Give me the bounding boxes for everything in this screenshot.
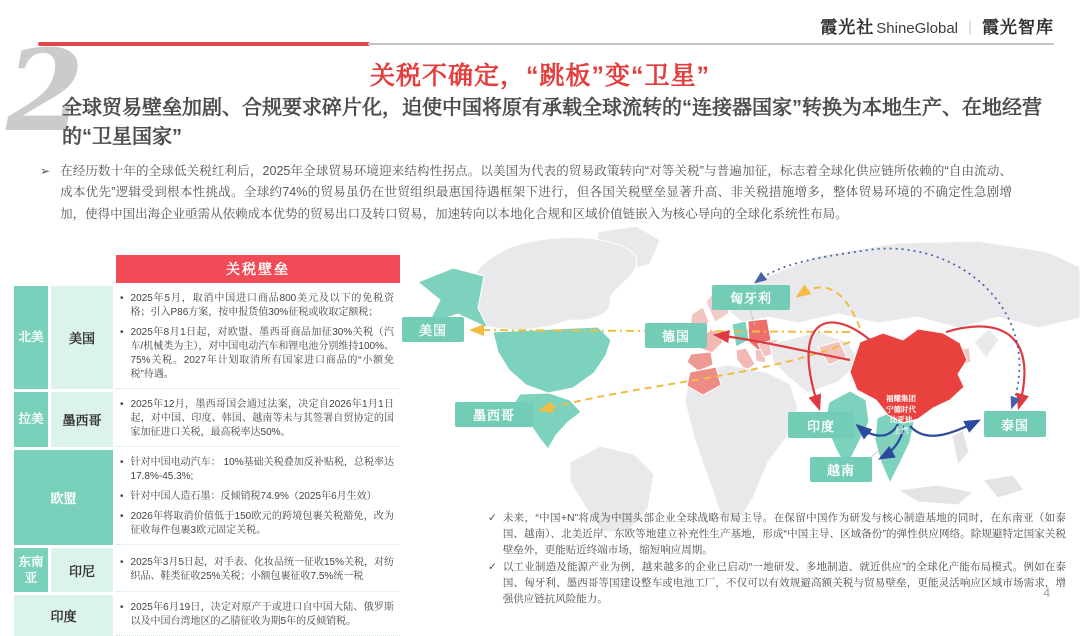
bullet-dot-icon: • bbox=[120, 293, 124, 304]
tariff-details-cell bbox=[116, 595, 400, 636]
map-region-germany bbox=[732, 321, 749, 347]
tariff-item-text: 2026年将取消价值低于150欧元的跨境包裹关税豁免，改为征收每件包裹3欧元固定关税。 bbox=[130, 511, 394, 536]
bullet-dot-icon: • bbox=[120, 602, 124, 613]
tariff-item bbox=[120, 398, 394, 440]
intro-text: 在经历数十年的全球低关税红利后，2025年全球贸易环境迎来结构性拐点。以美国为代表的贸易政策转向“对等关税”与普遍加征，标志着全球化供应链所依赖的“自由流动、成本优先”逻辑受到根本性挑战。全球约74%的贸易虽仍在世贸组织最惠国待遇框架下进行，但各国关税壁垒显著升高、非关税措施增多，整体贸易环境的不确定性急剧增加，使得中国出海企业亟需从依赖成本优势的贸易出口及转口贸易，加速转向以本地化合规和区域价值链嵌入为核心导向的全球化系统性布局。 bbox=[60, 164, 1012, 221]
region-cell: 拉美 bbox=[14, 392, 48, 447]
tariff-table bbox=[14, 255, 400, 636]
bullet-dot-icon: • bbox=[120, 491, 124, 502]
tariff-item-text: 2025年8月1日起，对欧盟、墨西哥商品加征30%关税（汽车/机械类为主），对中国电动汽车和锂电池分别维持100%、75%关税。2027年计划取消所有国家进口商品的“小额免税”待遇。 bbox=[130, 327, 394, 380]
brand-think-tank: 霞光智库 bbox=[982, 18, 1054, 37]
header-rule bbox=[38, 42, 1054, 46]
arrow-bullet-icon: ➢ bbox=[40, 164, 51, 178]
tariff-details-cell bbox=[116, 286, 400, 389]
bullet-dot-icon: • bbox=[120, 327, 124, 338]
country-cell: 印尼 bbox=[51, 548, 113, 592]
tariff-details-cell bbox=[116, 450, 400, 545]
tariff-item-text: 2025年5月，取消中国进口商品800美元及以下的免税资格；引入P86方案，按申报货值30%征税或收取定额税； bbox=[130, 293, 394, 318]
map-label-mexico: 墨西哥 bbox=[455, 402, 533, 427]
tariff-item-text: 2025年12月，墨西哥国会通过法案，决定自2026年1月1日起，对中国、印度、韩国、越南等未与其签署自贸协定的国家加征进口关税，最高税率达50%。 bbox=[130, 399, 394, 438]
company-label: 福耀集团 bbox=[886, 394, 916, 403]
country-cell: 墨西哥 bbox=[51, 392, 113, 447]
map-region-indonesia-east bbox=[983, 475, 1024, 498]
region-span-cell: 印度 bbox=[14, 595, 113, 636]
note-text: 以工业制造及能源产业为例，越来越多的企业已启动“一地研发、多地制造、就近供应”的全球化产能布局模式。例如在泰国、匈牙利、墨西哥等国建设整车或电池工厂，不仅可以有效规避高额关税与贸易壁垒，更能灵活响应区域市场需求，增强供应链抗风险能力。 bbox=[502, 561, 1066, 605]
table-row bbox=[14, 450, 400, 545]
map-region-philippines bbox=[952, 430, 969, 465]
page-number: 4 bbox=[1043, 586, 1050, 600]
brand-name-en: ShineGlobal bbox=[876, 20, 958, 37]
tariff-item-text: 2025年6月19日，决定对原产于或进口自中国大陆、俄罗斯以及中国台湾地区的乙腈征收为期5年的反倾销税。 bbox=[130, 602, 394, 627]
company-label: 宁德时代 bbox=[886, 404, 916, 414]
tariff-item-text: 2025年3月5日起，对手表、化妆品统一征收15%关税，对纺织品、鞋类征收25%关税；小额包裹征收7.5%统一税 bbox=[130, 556, 394, 582]
header-rule-red bbox=[38, 42, 370, 46]
tariff-details-cell bbox=[116, 548, 400, 592]
insight-notes bbox=[488, 511, 1066, 608]
map-region-canada bbox=[465, 238, 636, 330]
section-number: 2 bbox=[6, 26, 84, 157]
company-label: 比亚迪 bbox=[889, 415, 913, 424]
note-item bbox=[488, 511, 1066, 558]
map-label-usa: 美国 bbox=[402, 317, 464, 342]
table-row bbox=[14, 286, 400, 389]
note-item bbox=[488, 560, 1066, 607]
brand-logo bbox=[820, 13, 1054, 38]
country-cell: 美国 bbox=[51, 286, 113, 389]
brand-name-cn: 霞光社 bbox=[820, 18, 875, 37]
tariff-item bbox=[120, 556, 394, 584]
bullet-dot-icon: • bbox=[120, 511, 124, 522]
page-subtitle: 全球贸易壁垒加剧、合规要求碎片化，迫使中国将原有承载全球流转的“连接器国家”转换为本地生产、在地经营的“卫星国家” bbox=[62, 97, 1042, 148]
tariff-item bbox=[120, 292, 394, 320]
tariff-item bbox=[120, 490, 394, 504]
tariff-details-cell bbox=[116, 392, 400, 447]
map-region-usa bbox=[493, 327, 611, 393]
tariff-item-text: 针对中国人造石墨：反倾销税74.9%（2025年6月生效） bbox=[130, 491, 377, 502]
table-row bbox=[14, 392, 400, 447]
tariff-item bbox=[120, 456, 394, 484]
table-row bbox=[14, 595, 400, 636]
region-span-cell: 欧盟 bbox=[14, 450, 113, 545]
region-cell: 东南亚 bbox=[14, 548, 48, 592]
tariff-item-text: 针对中国电动汽车： 10%基础关税叠加反补贴税，总税率达17.8%-45.3%; bbox=[130, 457, 394, 482]
world-map-svg bbox=[398, 222, 1080, 532]
world-map bbox=[398, 222, 1080, 532]
map-label-germany: 德国 bbox=[645, 323, 707, 348]
brand-divider: ｜ bbox=[963, 20, 977, 36]
map-region-indonesia bbox=[898, 485, 973, 505]
region-cell: 北美 bbox=[14, 286, 48, 389]
bullet-dot-icon: • bbox=[120, 556, 124, 568]
tariff-item bbox=[120, 601, 394, 629]
tariff-table-header: 关税壁垒 bbox=[116, 255, 400, 283]
map-label-india: 印度 bbox=[788, 412, 854, 438]
note-text: 未来，“中国+N”将成为中国头部企业全球战略布局主导。在保留中国作为研发与核心制造基地的同时，在东南亚（如泰国、越南）、北美近岸、东欧等地建立补充性生产基地，形成“中国主导、区域备份”的弹性供应网络。除规避特定国家关税壁垒外，更能贴近终端市场，缩短响应周期。 bbox=[502, 512, 1066, 556]
map-label-hungary: 匈牙利 bbox=[712, 285, 790, 310]
map-label-thailand: 泰国 bbox=[984, 411, 1046, 437]
header-rule-gray bbox=[368, 43, 1054, 45]
bullet-dot-icon: • bbox=[120, 457, 124, 468]
tariff-item bbox=[120, 510, 394, 538]
intro-paragraph bbox=[40, 161, 1012, 225]
page-title: 关税不确定，“跳板”变“卫星” bbox=[369, 62, 710, 90]
map-region-japan bbox=[974, 329, 999, 358]
map-label-vietnam: 越南 bbox=[810, 457, 872, 482]
china-company-labels bbox=[862, 394, 940, 436]
company-label: 上汽 bbox=[893, 425, 909, 435]
check-icon: ✓ bbox=[488, 512, 497, 524]
table-row bbox=[14, 548, 400, 592]
bullet-dot-icon: • bbox=[120, 399, 124, 410]
tariff-item bbox=[120, 326, 394, 382]
check-icon: ✓ bbox=[488, 561, 497, 574]
